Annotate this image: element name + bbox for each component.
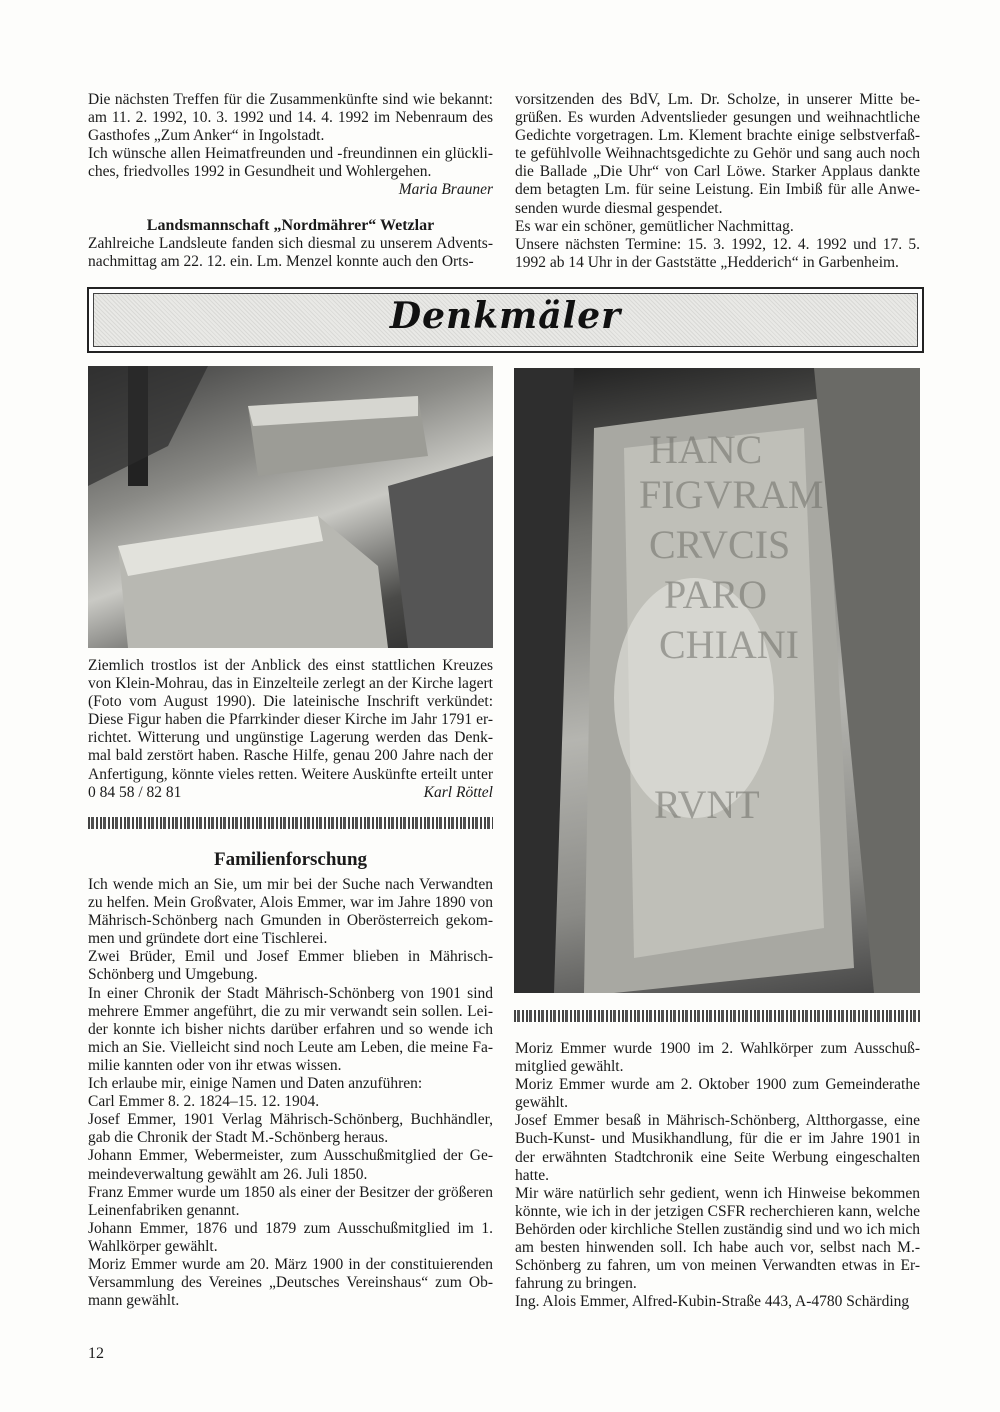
text-line: Johann Emmer, 1876 und 1879 zum Ausschußmitglied im 1. bbox=[88, 1219, 493, 1237]
svg-text:FIGVRAM: FIGVRAM bbox=[639, 472, 824, 517]
text-line: Mährisch-Schönberg nach Gmunden in Oberösterreich gekom- bbox=[88, 912, 493, 930]
phone-number: 0 84 58 / 82 81 bbox=[88, 783, 182, 801]
text-line: mitglied gewählt. bbox=[515, 1058, 624, 1076]
section-heading: Landsmannschaft „Nordmährer“ Wetzlar bbox=[146, 216, 435, 234]
text-line: senden wurde diesmal gespendet. bbox=[515, 199, 723, 217]
banner-title: Denkmäler bbox=[389, 295, 622, 337]
text-line: Johann Emmer, Webermeister, zum Ausschußmitglied der Ge- bbox=[88, 1147, 493, 1165]
text-line: die Ballade „Die Uhr“ von Carl Löwe. Starker Applaus dankte bbox=[515, 163, 920, 181]
text-line: milie kannten oder von ihr etwas wissen. bbox=[88, 1056, 342, 1074]
paragraph bbox=[88, 1184, 493, 1220]
text-line: Leinenfabriken genannt. bbox=[88, 1201, 240, 1219]
photo-gravestone-image bbox=[514, 368, 920, 993]
paragraph bbox=[515, 91, 920, 218]
text-line: Es war ein schöner, gemütlicher Nachmittag. bbox=[515, 217, 794, 235]
text-line: Anfertigung, könnte vieles retten. Weitere Auskünfte erteilt unter bbox=[88, 765, 493, 783]
article-nordmaehrer-ingolstadt-end bbox=[88, 91, 493, 271]
paragraph bbox=[515, 218, 920, 236]
caption-text bbox=[88, 657, 493, 784]
paragraph bbox=[515, 1112, 920, 1184]
paragraph bbox=[515, 1040, 920, 1076]
familienforschung-left-column bbox=[88, 876, 493, 1310]
text-line: ches, friedvolles 1992 in Gesundheit und Wohlergehen. bbox=[88, 163, 432, 181]
paragraph bbox=[88, 1220, 493, 1256]
text-line: Ing. Alois Emmer, Alfred-Kubin-Straße 443, A-4780 Schärding bbox=[515, 1293, 910, 1311]
text-line: grüßen. Es wurden Adventslieder gesungen und weihnachtliche bbox=[515, 109, 920, 127]
text-line: fahrung zu bringen. bbox=[515, 1275, 637, 1293]
author-signature: Karl Röttel bbox=[423, 783, 493, 801]
paragraph bbox=[88, 1093, 493, 1111]
photo-broken-cross-image bbox=[88, 366, 493, 648]
text-line: mann gewählt. bbox=[88, 1292, 180, 1310]
paragraph bbox=[515, 1076, 920, 1112]
text-line: hatte. bbox=[515, 1166, 549, 1184]
paragraph bbox=[515, 1293, 920, 1311]
text-line: vorsitzenden des BdV, Lm. Dr. Scholze, in unserer Mitte be- bbox=[515, 91, 920, 108]
svg-text:CRVCIS: CRVCIS bbox=[649, 522, 791, 567]
text-line: Moriz Emmer wurde am 20. März 1900 in der constituierenden bbox=[88, 1255, 493, 1273]
text-line: Gedichte vorgetragen. Lm. Klement brachte einige selbstverfaß- bbox=[515, 127, 920, 145]
text-line: meindeverwaltung gewählt am 26. Juli 1850. bbox=[88, 1165, 368, 1183]
text-line: Unsere nächsten Termine: 15. 3. 1992, 12. 4. 1992 und 17. 5. bbox=[515, 235, 920, 253]
text-line: Moriz Emmer wurde am 2. Oktober 1900 zum Gemeinderathe bbox=[515, 1076, 920, 1094]
text-line: In einer Chronik der Stadt Mährisch-Schönberg von 1901 sind bbox=[88, 984, 493, 1002]
text-line: am besten hinwenden soll. Ich habe auch vor, selbst nach M.- bbox=[515, 1239, 920, 1257]
text-line: mehrere Emmer angeführt, die zu mir verwandt sein sollen. Lei- bbox=[88, 1002, 493, 1020]
text-line: Buch-Kunst- und Musikhandlung, für die er im Jahre 1901 in bbox=[515, 1130, 920, 1148]
text-line: mal bald zerstört haben. Rasche Hilfe, genau 200 Jahre nach der bbox=[88, 747, 493, 765]
ornament-divider bbox=[514, 1010, 920, 1022]
text-line: Josef Emmer, 1901 Verlag Mährisch-Schönberg, Buchhändler, bbox=[88, 1111, 493, 1129]
paragraph bbox=[515, 1185, 920, 1294]
paragraph bbox=[88, 1075, 493, 1093]
ornament-divider bbox=[88, 817, 493, 829]
paragraph bbox=[515, 236, 920, 272]
text-line: Zwei Brüder, Emil und Josef Emmer blieben in Mährisch- bbox=[88, 948, 493, 966]
text-line: mich an Sie. Vielleicht sind noch Leute am Leben, die meine Fa- bbox=[88, 1038, 493, 1056]
text-line: Mir wäre natürlich sehr gedient, wenn ich Hinweise bekommen bbox=[515, 1184, 920, 1202]
text-line: 1992 ab 14 Uhr in der Gaststätte „Hedderich“ in Garbenheim. bbox=[515, 253, 899, 271]
text-line: dem betagten Lm. für seine Leistung. Ein Imbiß für alle Anwe- bbox=[515, 181, 920, 199]
text-line: (Foto vom August 1990). Die lateinische Inschrift verkündet: bbox=[88, 693, 493, 711]
paragraph bbox=[88, 985, 493, 1075]
section-heading-familienforschung: Familienforschung bbox=[213, 849, 368, 870]
article-wetzlar-continued bbox=[515, 91, 920, 272]
text-line: Franz Emmer wurde um 1850 als einer der Besitzer der größeren bbox=[88, 1183, 493, 1201]
text-line: Schönberg und Umgebung. bbox=[88, 966, 258, 984]
text-line: Wahlkörper gewählt. bbox=[88, 1237, 218, 1255]
paragraph bbox=[88, 1147, 493, 1183]
photo-gravestone-inscription bbox=[514, 368, 920, 993]
text-line: gewählt. bbox=[515, 1094, 568, 1112]
text-line: der konnte ich bisher nichts darüber erfahren und so wende ich bbox=[88, 1020, 493, 1038]
text-line: Ich wende mich an Sie, um mir bei der Suche nach Verwandten bbox=[88, 876, 493, 893]
svg-text:HANC: HANC bbox=[649, 427, 763, 472]
text-line: Behörden oder kirchliche Stellen zuständig sind und wo ich mich bbox=[515, 1220, 921, 1238]
text-line: Ziemlich trostlos ist der Anblick des einst stattlichen Kreuzes bbox=[88, 657, 493, 674]
svg-text:CHIANI: CHIANI bbox=[659, 622, 799, 667]
caption-footer bbox=[88, 784, 493, 802]
text-line: von Klein-Mohrau, das in Einzelteile zerlegt an der Kirche lagert bbox=[88, 675, 493, 693]
text-line: nachmittag am 22. 12. ein. Lm. Menzel konnte auch den Orts- bbox=[88, 252, 474, 270]
text-line: Carl Emmer 8. 2. 1824–15. 12. 1904. bbox=[88, 1093, 320, 1111]
text-line: te gefühlvolle Weihnachtsgedichte zu Gehör und sang auch noch bbox=[515, 145, 920, 163]
paragraph bbox=[88, 235, 493, 271]
paragraph bbox=[88, 1111, 493, 1147]
paragraph bbox=[88, 948, 493, 984]
paragraph bbox=[88, 1256, 493, 1310]
paragraph bbox=[88, 876, 493, 948]
text-line: Die nächsten Treffen für die Zusammenkünfte sind wie bekannt: bbox=[88, 91, 493, 108]
familienforschung-right-column bbox=[515, 1040, 920, 1311]
text-line: könnte, wie ich in der jetzigen CSFR recherchieren kann, welche bbox=[515, 1202, 920, 1220]
photo-caption bbox=[88, 657, 493, 802]
paragraph bbox=[88, 145, 493, 181]
text-line: Zahlreiche Landsleute fanden sich diesmal zu unserem Advents- bbox=[88, 234, 493, 252]
paragraph bbox=[88, 91, 493, 145]
text-line: Moriz Emmer wurde 1900 im 2. Wahlkörper zum Ausschuß- bbox=[515, 1040, 920, 1057]
text-line: zu helfen. Mein Großvater, Alois Emmer, war im Jahre 1890 von bbox=[88, 894, 493, 912]
text-line: richtet. Witterung und ungünstige Lagerung werden das Denk- bbox=[88, 729, 493, 747]
text-line: gab die Chronik der Stadt M.-Schönberg heraus. bbox=[88, 1129, 389, 1147]
text-line: Ich wünsche allen Heimatfreunden und -freundinnen ein glückli- bbox=[88, 145, 493, 163]
text-line: men und gründete dort eine Tischlerei. bbox=[88, 930, 328, 948]
text-line: Ich erlaube mir, einige Namen und Daten anzuführen: bbox=[88, 1075, 423, 1093]
text-line: Versammlung des Vereines „Deutsches Vereinshaus“ zum Ob- bbox=[88, 1274, 493, 1292]
author-signature: Maria Brauner bbox=[398, 181, 493, 199]
page-number: 12 bbox=[88, 1345, 104, 1362]
text-line: Josef Emmer besaß in Mährisch-Schönberg, Altthorgasse, eine bbox=[515, 1112, 920, 1130]
photo-broken-cross bbox=[88, 366, 493, 648]
svg-text:RVNT: RVNT bbox=[654, 782, 760, 827]
section-banner bbox=[87, 287, 924, 353]
svg-text:PARO: PARO bbox=[664, 572, 768, 617]
text-line: Gasthofes „Zum Anker“ in Ingolstadt. bbox=[88, 127, 325, 145]
text-line: am 11. 2. 1992, 10. 3. 1992 und 14. 4. 1992 im Nebenraum des bbox=[88, 109, 493, 127]
text-line: Diese Figur haben die Pfarrkinder dieser Kirche im Jahr 1791 er- bbox=[88, 711, 493, 729]
text-line: Schönberg zu fahren, um von meinen Verwandten etwas in Er- bbox=[515, 1257, 920, 1275]
text-line: der erwähnten Stadtchronik eine Seite Werbung eingeschalten bbox=[515, 1148, 920, 1166]
